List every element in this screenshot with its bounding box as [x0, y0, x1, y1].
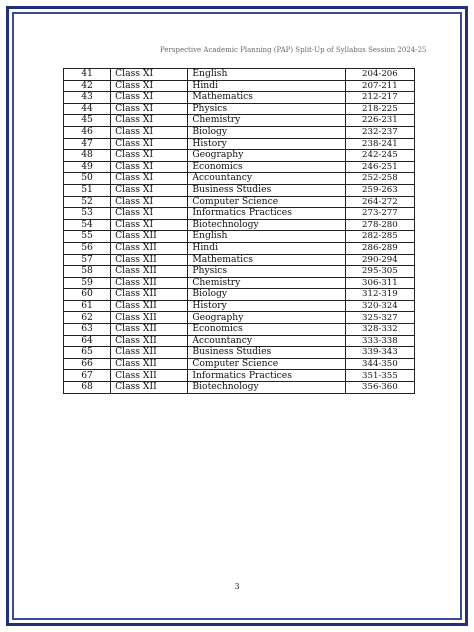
serial-number-cell: 42 [64, 80, 111, 92]
table-row [64, 347, 415, 359]
page-range-cell: 278-280 [345, 219, 414, 231]
class-cell: Class XII [111, 324, 188, 336]
table-row [64, 219, 415, 231]
class-cell: Class XI [111, 92, 188, 104]
subject-cell: Informatics Practices [188, 370, 345, 382]
page-range-cell: 264-272 [345, 196, 414, 208]
serial-number-cell: 47 [64, 138, 111, 150]
class-cell: Class XI [111, 80, 188, 92]
page-range-cell: 273-277 [345, 208, 414, 220]
table-row [64, 382, 415, 394]
serial-number-cell: 61 [64, 300, 111, 312]
subject-cell: Business Studies [188, 184, 345, 196]
table-row [64, 80, 415, 92]
subject-cell: English [188, 69, 345, 81]
class-cell: Class XI [111, 196, 188, 208]
page-range-cell: 344-350 [345, 358, 414, 370]
page-range-cell: 226-231 [345, 115, 414, 127]
class-cell: Class XII [111, 347, 188, 359]
subject-cell: Mathematics [188, 92, 345, 104]
serial-number-cell: 58 [64, 266, 111, 278]
page-range-cell: 325-327 [345, 312, 414, 324]
class-cell: Class XI [111, 208, 188, 220]
serial-number-cell: 60 [64, 289, 111, 301]
subject-cell: History [188, 300, 345, 312]
page-range-cell: 339-343 [345, 347, 414, 359]
serial-number-cell: 53 [64, 208, 111, 220]
serial-number-cell: 55 [64, 231, 111, 243]
subject-cell: English [188, 231, 345, 243]
page-range-cell: 246-251 [345, 161, 414, 173]
table-row [64, 196, 415, 208]
page-range-cell: 333-338 [345, 335, 414, 347]
table-row [64, 277, 415, 289]
subject-cell: Biotechnology [188, 382, 345, 394]
class-cell: Class XII [111, 242, 188, 254]
subject-cell: Hindi [188, 242, 345, 254]
subject-cell: Economics [188, 161, 345, 173]
page-range-cell: 232-237 [345, 126, 414, 138]
page-range-cell: 286-289 [345, 242, 414, 254]
class-cell: Class XI [111, 150, 188, 162]
table-row [64, 300, 415, 312]
subject-cell: Biology [188, 289, 345, 301]
class-cell: Class XI [111, 173, 188, 185]
table-row [64, 184, 415, 196]
serial-number-cell: 51 [64, 184, 111, 196]
table-row [64, 173, 415, 185]
table-row [64, 358, 415, 370]
table-row [64, 370, 415, 382]
serial-number-cell: 43 [64, 92, 111, 104]
syllabus-table [63, 68, 415, 394]
table-row [64, 242, 415, 254]
class-cell: Class XI [111, 69, 188, 81]
table-row [64, 231, 415, 243]
subject-cell: Informatics Practices [188, 208, 345, 220]
serial-number-cell: 64 [64, 335, 111, 347]
serial-number-cell: 66 [64, 358, 111, 370]
page-range-cell: 207-211 [345, 80, 414, 92]
class-cell: Class XI [111, 126, 188, 138]
class-cell: Class XII [111, 370, 188, 382]
page-range-cell: 306-311 [345, 277, 414, 289]
page-range-cell: 204-206 [345, 69, 414, 81]
page-range-cell: 282-285 [345, 231, 414, 243]
subject-cell: Computer Science [188, 358, 345, 370]
page-range-cell: 212-217 [345, 92, 414, 104]
serial-number-cell: 50 [64, 173, 111, 185]
page-range-cell: 295-305 [345, 266, 414, 278]
page-range-cell: 312-319 [345, 289, 414, 301]
serial-number-cell: 63 [64, 324, 111, 336]
class-cell: Class XII [111, 289, 188, 301]
class-cell: Class XII [111, 358, 188, 370]
table-row [64, 208, 415, 220]
serial-number-cell: 45 [64, 115, 111, 127]
class-cell: Class XII [111, 266, 188, 278]
subject-cell: Accountancy [188, 173, 345, 185]
table-row [64, 138, 415, 150]
table-row [64, 103, 415, 115]
table-row [64, 92, 415, 104]
serial-number-cell: 59 [64, 277, 111, 289]
class-cell: Class XI [111, 115, 188, 127]
page-range-cell: 320-324 [345, 300, 414, 312]
serial-number-cell: 68 [64, 382, 111, 394]
table-row [64, 69, 415, 81]
subject-cell: Geography [188, 150, 345, 162]
serial-number-cell: 48 [64, 150, 111, 162]
page-range-cell: 259-263 [345, 184, 414, 196]
document-header: Perspective Academic Planning (PAP) Split-Up of Syllabus Session 2024-25 [160, 46, 427, 54]
subject-cell: Hindi [188, 80, 345, 92]
page-range-cell: 351-355 [345, 370, 414, 382]
subject-cell: Economics [188, 324, 345, 336]
page-number: 3 [234, 582, 240, 591]
serial-number-cell: 65 [64, 347, 111, 359]
subject-cell: Biology [188, 126, 345, 138]
table-row [64, 126, 415, 138]
subject-cell: History [188, 138, 345, 150]
serial-number-cell: 41 [64, 69, 111, 81]
class-cell: Class XI [111, 219, 188, 231]
class-cell: Class XII [111, 335, 188, 347]
page-range-cell: 242-245 [345, 150, 414, 162]
subject-cell: Mathematics [188, 254, 345, 266]
table-row [64, 324, 415, 336]
serial-number-cell: 56 [64, 242, 111, 254]
table-row [64, 335, 415, 347]
subject-cell: Physics [188, 103, 345, 115]
serial-number-cell: 52 [64, 196, 111, 208]
table-row [64, 289, 415, 301]
class-cell: Class XII [111, 312, 188, 324]
subject-cell: Physics [188, 266, 345, 278]
subject-cell: Chemistry [188, 277, 345, 289]
class-cell: Class XI [111, 138, 188, 150]
class-cell: Class XII [111, 277, 188, 289]
class-cell: Class XII [111, 254, 188, 266]
page-range-cell: 356-360 [345, 382, 414, 394]
page-range-cell: 238-241 [345, 138, 414, 150]
serial-number-cell: 46 [64, 126, 111, 138]
table-row [64, 266, 415, 278]
class-cell: Class XII [111, 300, 188, 312]
class-cell: Class XI [111, 184, 188, 196]
class-cell: Class XI [111, 161, 188, 173]
subject-cell: Computer Science [188, 196, 345, 208]
class-cell: Class XI [111, 103, 188, 115]
serial-number-cell: 67 [64, 370, 111, 382]
page-range-cell: 328-332 [345, 324, 414, 336]
table-row [64, 161, 415, 173]
page-range-cell: 252-258 [345, 173, 414, 185]
table-row [64, 115, 415, 127]
serial-number-cell: 44 [64, 103, 111, 115]
table-row [64, 312, 415, 324]
serial-number-cell: 62 [64, 312, 111, 324]
class-cell: Class XII [111, 382, 188, 394]
subject-cell: Biotechnology [188, 219, 345, 231]
class-cell: Class XII [111, 231, 188, 243]
serial-number-cell: 54 [64, 219, 111, 231]
subject-cell: Chemistry [188, 115, 345, 127]
page-range-cell: 290-294 [345, 254, 414, 266]
subject-cell: Geography [188, 312, 345, 324]
table-row [64, 254, 415, 266]
serial-number-cell: 49 [64, 161, 111, 173]
subject-cell: Business Studies [188, 347, 345, 359]
subject-cell: Accountancy [188, 335, 345, 347]
page-range-cell: 218-225 [345, 103, 414, 115]
serial-number-cell: 57 [64, 254, 111, 266]
table-row [64, 150, 415, 162]
